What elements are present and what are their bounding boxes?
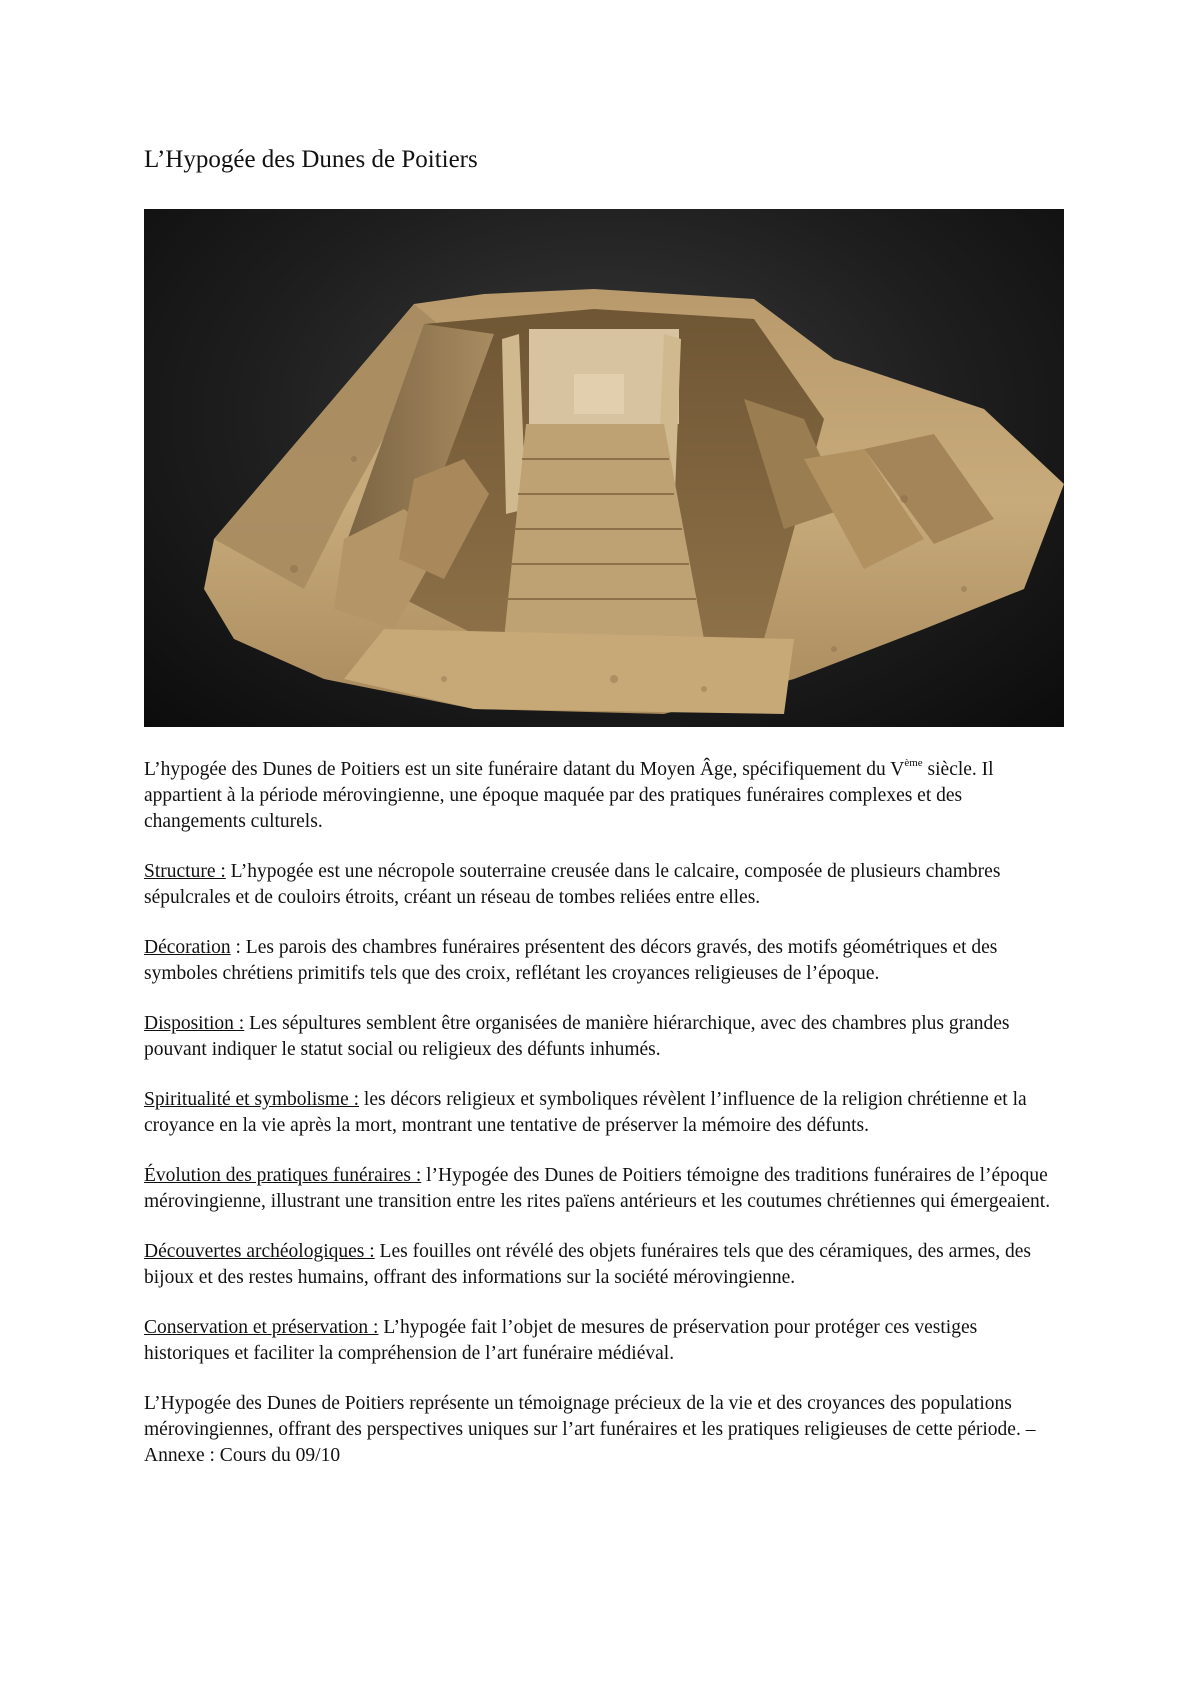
section-heading: Spiritualité et symbolisme : (144, 1089, 360, 1110)
section-heading: Décoration (144, 937, 231, 958)
section-heading: Conservation et préservation : (144, 1317, 379, 1338)
section-text: l’Hypogée des Dunes de Poitiers témoigne des traditions funéraires de l’époque mérovingienne, illustrant une transition entre les rites païens antérieurs et les coutumes chrétiennes qui émergeaient. (144, 1165, 1051, 1212)
intro-text-after: siècle. Il appartient à la période mérovingienne, une époque maquée par des pratiques funéraires complexes et des changements culturels. (144, 759, 994, 832)
altar-block (574, 374, 624, 414)
section-decouvertes (144, 1239, 1064, 1291)
hypogee-3d-model-photo (144, 209, 1064, 727)
section-spiritualite (144, 1087, 1064, 1139)
section-heading: Évolution des pratiques funéraires : (144, 1165, 422, 1186)
section-structure (144, 859, 1064, 911)
section-text: Les sépultures semblent être organisées de manière hiérarchique, avec des chambres plus grandes pouvant indiquer le statut social ou religieux des défunts inhumés. (144, 1013, 1010, 1060)
century-superscript: ème (904, 757, 923, 769)
section-text: Les fouilles ont révélé des objets funéraires tels que des céramiques, des armes, des bijoux et des restes humains, offrant des informations sur la société mérovingienne. (144, 1241, 1031, 1288)
conclusion-paragraph: L’Hypogée des Dunes de Poitiers représente un témoignage précieux de la vie et des croyances des populations mérovingiennes, offrant des perspectives uniques sur l’art funéraires et les pratiques religieuses de cette période. – Annexe : Cours du 09/10 (144, 1393, 1036, 1466)
section-disposition (144, 1011, 1064, 1063)
section-heading: Découvertes archéologiques : (144, 1241, 375, 1262)
document-body (144, 757, 1064, 1493)
document-title: L’Hypogée des Dunes de Poitiers (144, 146, 478, 173)
section-decoration (144, 935, 1064, 987)
section-text: L’hypogée est une nécropole souterraine creusée dans le calcaire, composée de plusieurs chambres sépulcrales et de couloirs étroits, créant un réseau de tombes reliées entre elles. (144, 861, 1001, 908)
front-lip (344, 629, 794, 714)
section-text: les décors religieux et symboliques révèlent l’influence de la religion chrétienne et la croyance en la vie après la mort, montrant une tentative de préserver la mémoire des défunts. (144, 1089, 1027, 1136)
section-evolution (144, 1163, 1064, 1215)
section-text: L’hypogée fait l’objet de mesures de préservation pour protéger ces vestiges historiques et faciliter la compréhension de l’art funéraire médiéval. (144, 1317, 978, 1364)
section-conservation (144, 1315, 1064, 1367)
intro-text-before: L’hypogée des Dunes de Poitiers est un site funéraire datant du Moyen Âge, spécifiquement du V (144, 759, 905, 780)
section-text: : Les parois des chambres funéraires présentent des décors gravés, des motifs géométriques et des symboles chrétiens primitifs tels que des croix, reflétant les croyances religieuses de l’époque. (144, 937, 998, 984)
section-heading: Structure : (144, 861, 226, 882)
intro-paragraph (144, 757, 1064, 835)
section-heading: Disposition : (144, 1013, 245, 1034)
